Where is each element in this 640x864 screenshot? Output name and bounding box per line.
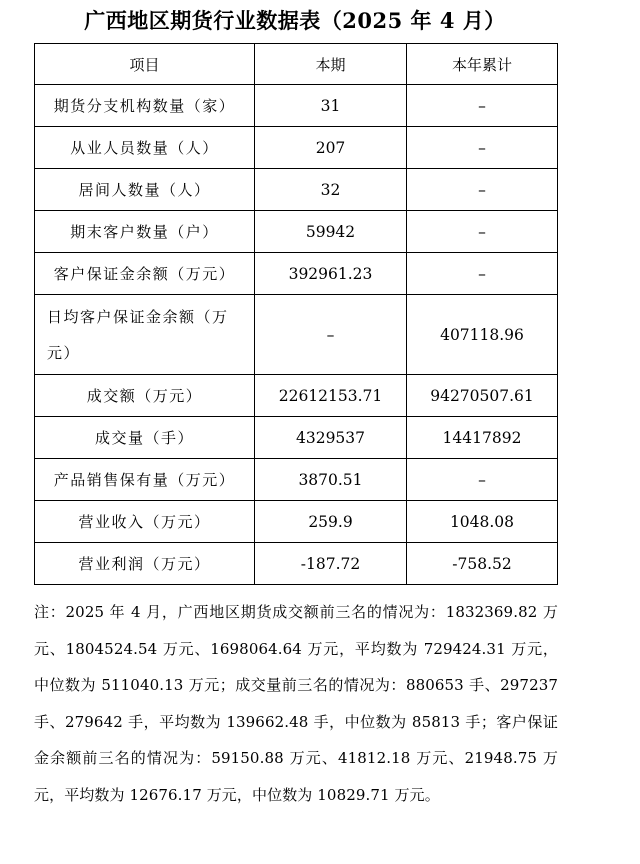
row-label: 期货分支机构数量（家） xyxy=(35,85,255,127)
row-current-value: 3870.51 xyxy=(255,459,407,501)
row-current-value: 31 xyxy=(255,85,407,127)
row-ytd-value: -758.52 xyxy=(407,543,558,585)
row-ytd-value: – xyxy=(407,211,558,253)
header-ytd: 本年累计 xyxy=(407,44,558,85)
footnote: 注：2025 年 4 月，广西地区期货成交额前三名的情况为：1832369.82 万元、1804524.54 万元、1698064.64 万元，平均数为 729424.31 万元，中位数为 511040.13 万元；成交量前三名的情况为：880653 手、297237 手、279642 手，平均数为 139662.48 手，中位数为 85813 手；客户保证金余额前三名的情况为：59150.88 万元、41812.18 万元、21948.75 万元，平均数为 12676.17 万元，中位数为 10829.71 万元。 xyxy=(34,603,558,804)
row-label: 从业人员数量（人） xyxy=(35,127,255,169)
row-current-value: – xyxy=(255,295,407,375)
table-header-row xyxy=(35,44,558,85)
table-row xyxy=(35,211,558,253)
row-ytd-value: – xyxy=(407,85,558,127)
header-item: 项目 xyxy=(35,44,255,85)
row-current-value: 59942 xyxy=(255,211,407,253)
table-row xyxy=(35,375,558,417)
row-label: 成交额（万元） xyxy=(35,375,255,417)
row-current-value: 259.9 xyxy=(255,501,407,543)
row-ytd-value: – xyxy=(407,169,558,211)
row-ytd-value: – xyxy=(407,459,558,501)
row-current-value: -187.72 xyxy=(255,543,407,585)
row-label: 成交量（手） xyxy=(35,417,255,459)
row-label: 营业利润（万元） xyxy=(35,543,255,585)
table-row xyxy=(35,295,558,375)
row-label: 客户保证金余额（万元） xyxy=(35,253,255,295)
row-label: 居间人数量（人） xyxy=(35,169,255,211)
table-row xyxy=(35,543,558,585)
table-row xyxy=(35,127,558,169)
row-label: 营业收入（万元） xyxy=(35,501,255,543)
row-ytd-value: – xyxy=(407,127,558,169)
row-label: 产品销售保有量（万元） xyxy=(35,459,255,501)
table-row xyxy=(35,253,558,295)
row-ytd-value: 14417892 xyxy=(407,417,558,459)
row-label: 期末客户数量（户） xyxy=(35,211,255,253)
row-label: 日均客户保证金余额（万元） xyxy=(35,295,255,375)
row-current-value: 32 xyxy=(255,169,407,211)
row-ytd-value: 94270507.61 xyxy=(407,375,558,417)
table-row xyxy=(35,417,558,459)
row-ytd-value: – xyxy=(407,253,558,295)
header-current: 本期 xyxy=(255,44,407,85)
table-row xyxy=(35,85,558,127)
row-current-value: 207 xyxy=(255,127,407,169)
table-row xyxy=(35,459,558,501)
page-title: 广西地区期货行业数据表（2025 年 4 月） xyxy=(84,8,506,33)
row-ytd-value: 1048.08 xyxy=(407,501,558,543)
row-current-value: 392961.23 xyxy=(255,253,407,295)
table-row xyxy=(35,169,558,211)
table-row xyxy=(35,501,558,543)
row-current-value: 22612153.71 xyxy=(255,375,407,417)
futures-data-table xyxy=(34,43,558,585)
row-current-value: 4329537 xyxy=(255,417,407,459)
row-ytd-value: 407118.96 xyxy=(407,295,558,375)
